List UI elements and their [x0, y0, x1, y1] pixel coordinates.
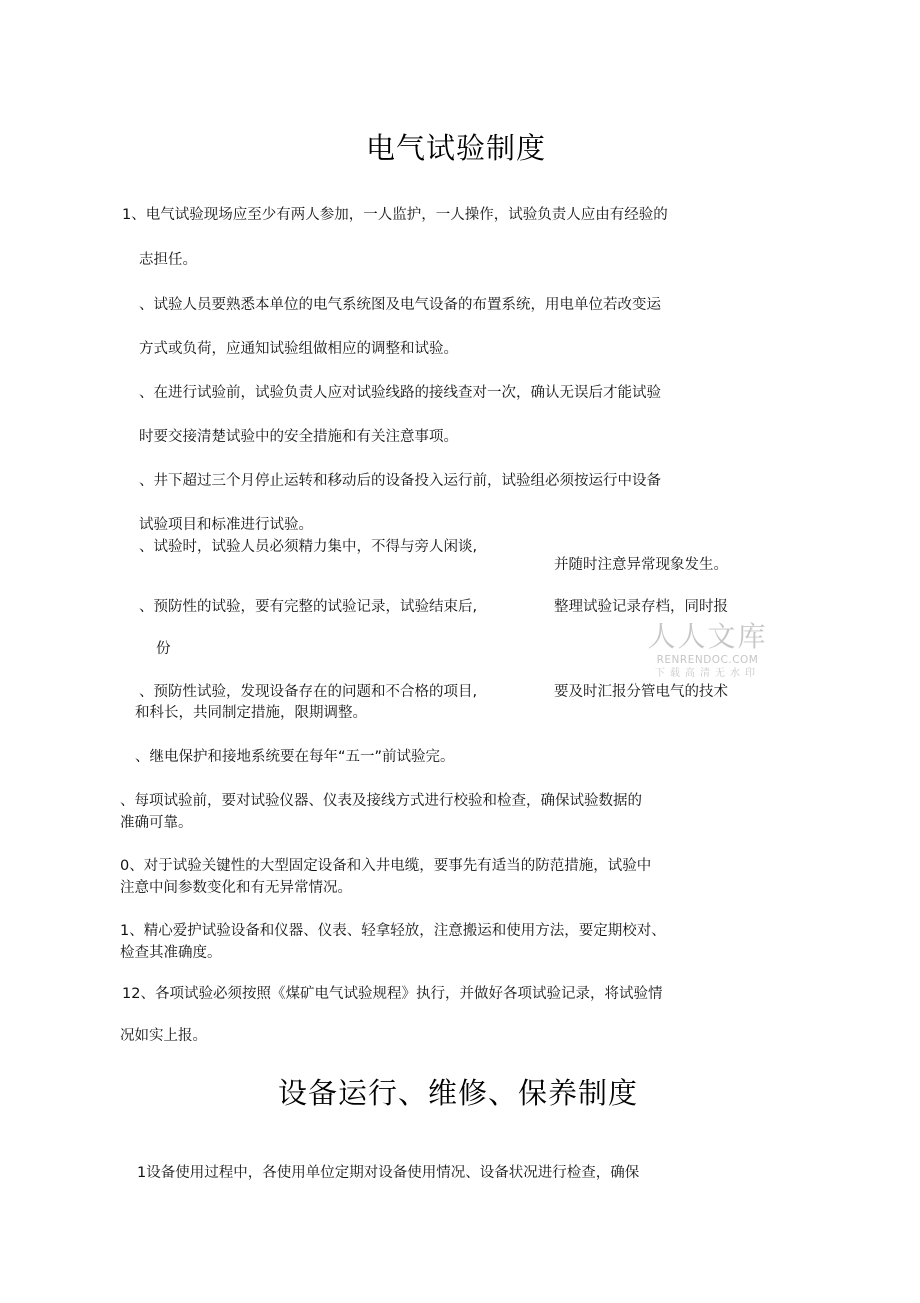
paragraph-line: 并随时注意异常现象发生。: [554, 557, 728, 573]
paragraph-line: 12、各项试验必须按照《煤矿电气试验规程》执行，并做好各项试验记录，将试验情: [122, 986, 663, 1002]
paragraph-line: 、在进行试验前，试验负责人应对试验线路的接线查对一次，确认无误后才能试验: [139, 385, 661, 401]
paragraph-line: 份: [156, 641, 171, 657]
watermark-subtitle: 下载高清无水印: [655, 668, 760, 679]
paragraph-line: 、继电保护和接地系统要在每年“五一”前试验完。: [135, 749, 455, 765]
watermark-site: RENRENDOC.COM: [656, 654, 759, 666]
paragraph-line: 试验项目和标准进行试验。: [139, 517, 313, 533]
paragraph-line: 和科长，共同制定措施，限期调整。: [135, 705, 367, 721]
paragraph-line: 方式或负荷，应通知试验组做相应的调整和试验。: [139, 341, 458, 357]
paragraph-line: 要及时汇报分管电气的技术: [554, 684, 728, 700]
paragraph-line: 、井下超过三个月停止运转和移动后的设备投入运行前，试验组必须按运行中设备: [139, 473, 661, 489]
paragraph-line: 准确可靠。: [120, 815, 193, 831]
paragraph-line: 、每项试验前，要对试验仪器、仪表及接线方式进行校验和检查，确保试验数据的: [120, 793, 642, 809]
paragraph-line: 1、电气试验现场应至少有两人参加，一人监护，一人操作，试验负责人应由有经验的: [122, 207, 668, 223]
section1-title: 电气试验制度: [366, 131, 547, 165]
paragraph-line: 时要交接清楚试验中的安全措施和有关注意事项。: [139, 429, 458, 445]
section2-title: 设备运行、维修、保养制度: [278, 1076, 639, 1110]
paragraph-line: 0、对于试验关键性的大型固定设备和入井电缆，要事先有适当的防范措施，试验中: [120, 858, 652, 874]
paragraph-line: 志担任。: [139, 252, 197, 268]
paragraph-line: 注意中间参数变化和有无异常情况。: [120, 880, 352, 896]
paragraph-line: 1、精心爱护试验设备和仪器、仪表、轻拿轻放，注意搬运和使用方法，要定期校对、: [120, 923, 666, 939]
watermark-logo-text: 人人文库: [647, 620, 768, 653]
paragraph-line: 况如实上报。: [120, 1028, 207, 1044]
paragraph-line: 、预防性的试验，要有完整的试验记录，试验结束后,: [139, 599, 478, 615]
paragraph-line: 、预防性试验，发现设备存在的问题和不合格的项目,: [139, 684, 478, 700]
paragraph-line: 1设备使用过程中，各使用单位定期对设备使用情况、设备状况进行检查，确保: [137, 1165, 640, 1181]
paragraph-line: 、试验时，试验人员必须精力集中，不得与旁人闲谈,: [139, 539, 478, 555]
paragraph-line: 、试验人员要熟悉本单位的电气系统图及电气设备的布置系统，用电单位若改变运: [139, 297, 661, 313]
paragraph-line: 检查其准确度。: [120, 945, 222, 961]
paragraph-line: 整理试验记录存档，同时报: [554, 599, 728, 615]
watermark: [640, 620, 775, 680]
